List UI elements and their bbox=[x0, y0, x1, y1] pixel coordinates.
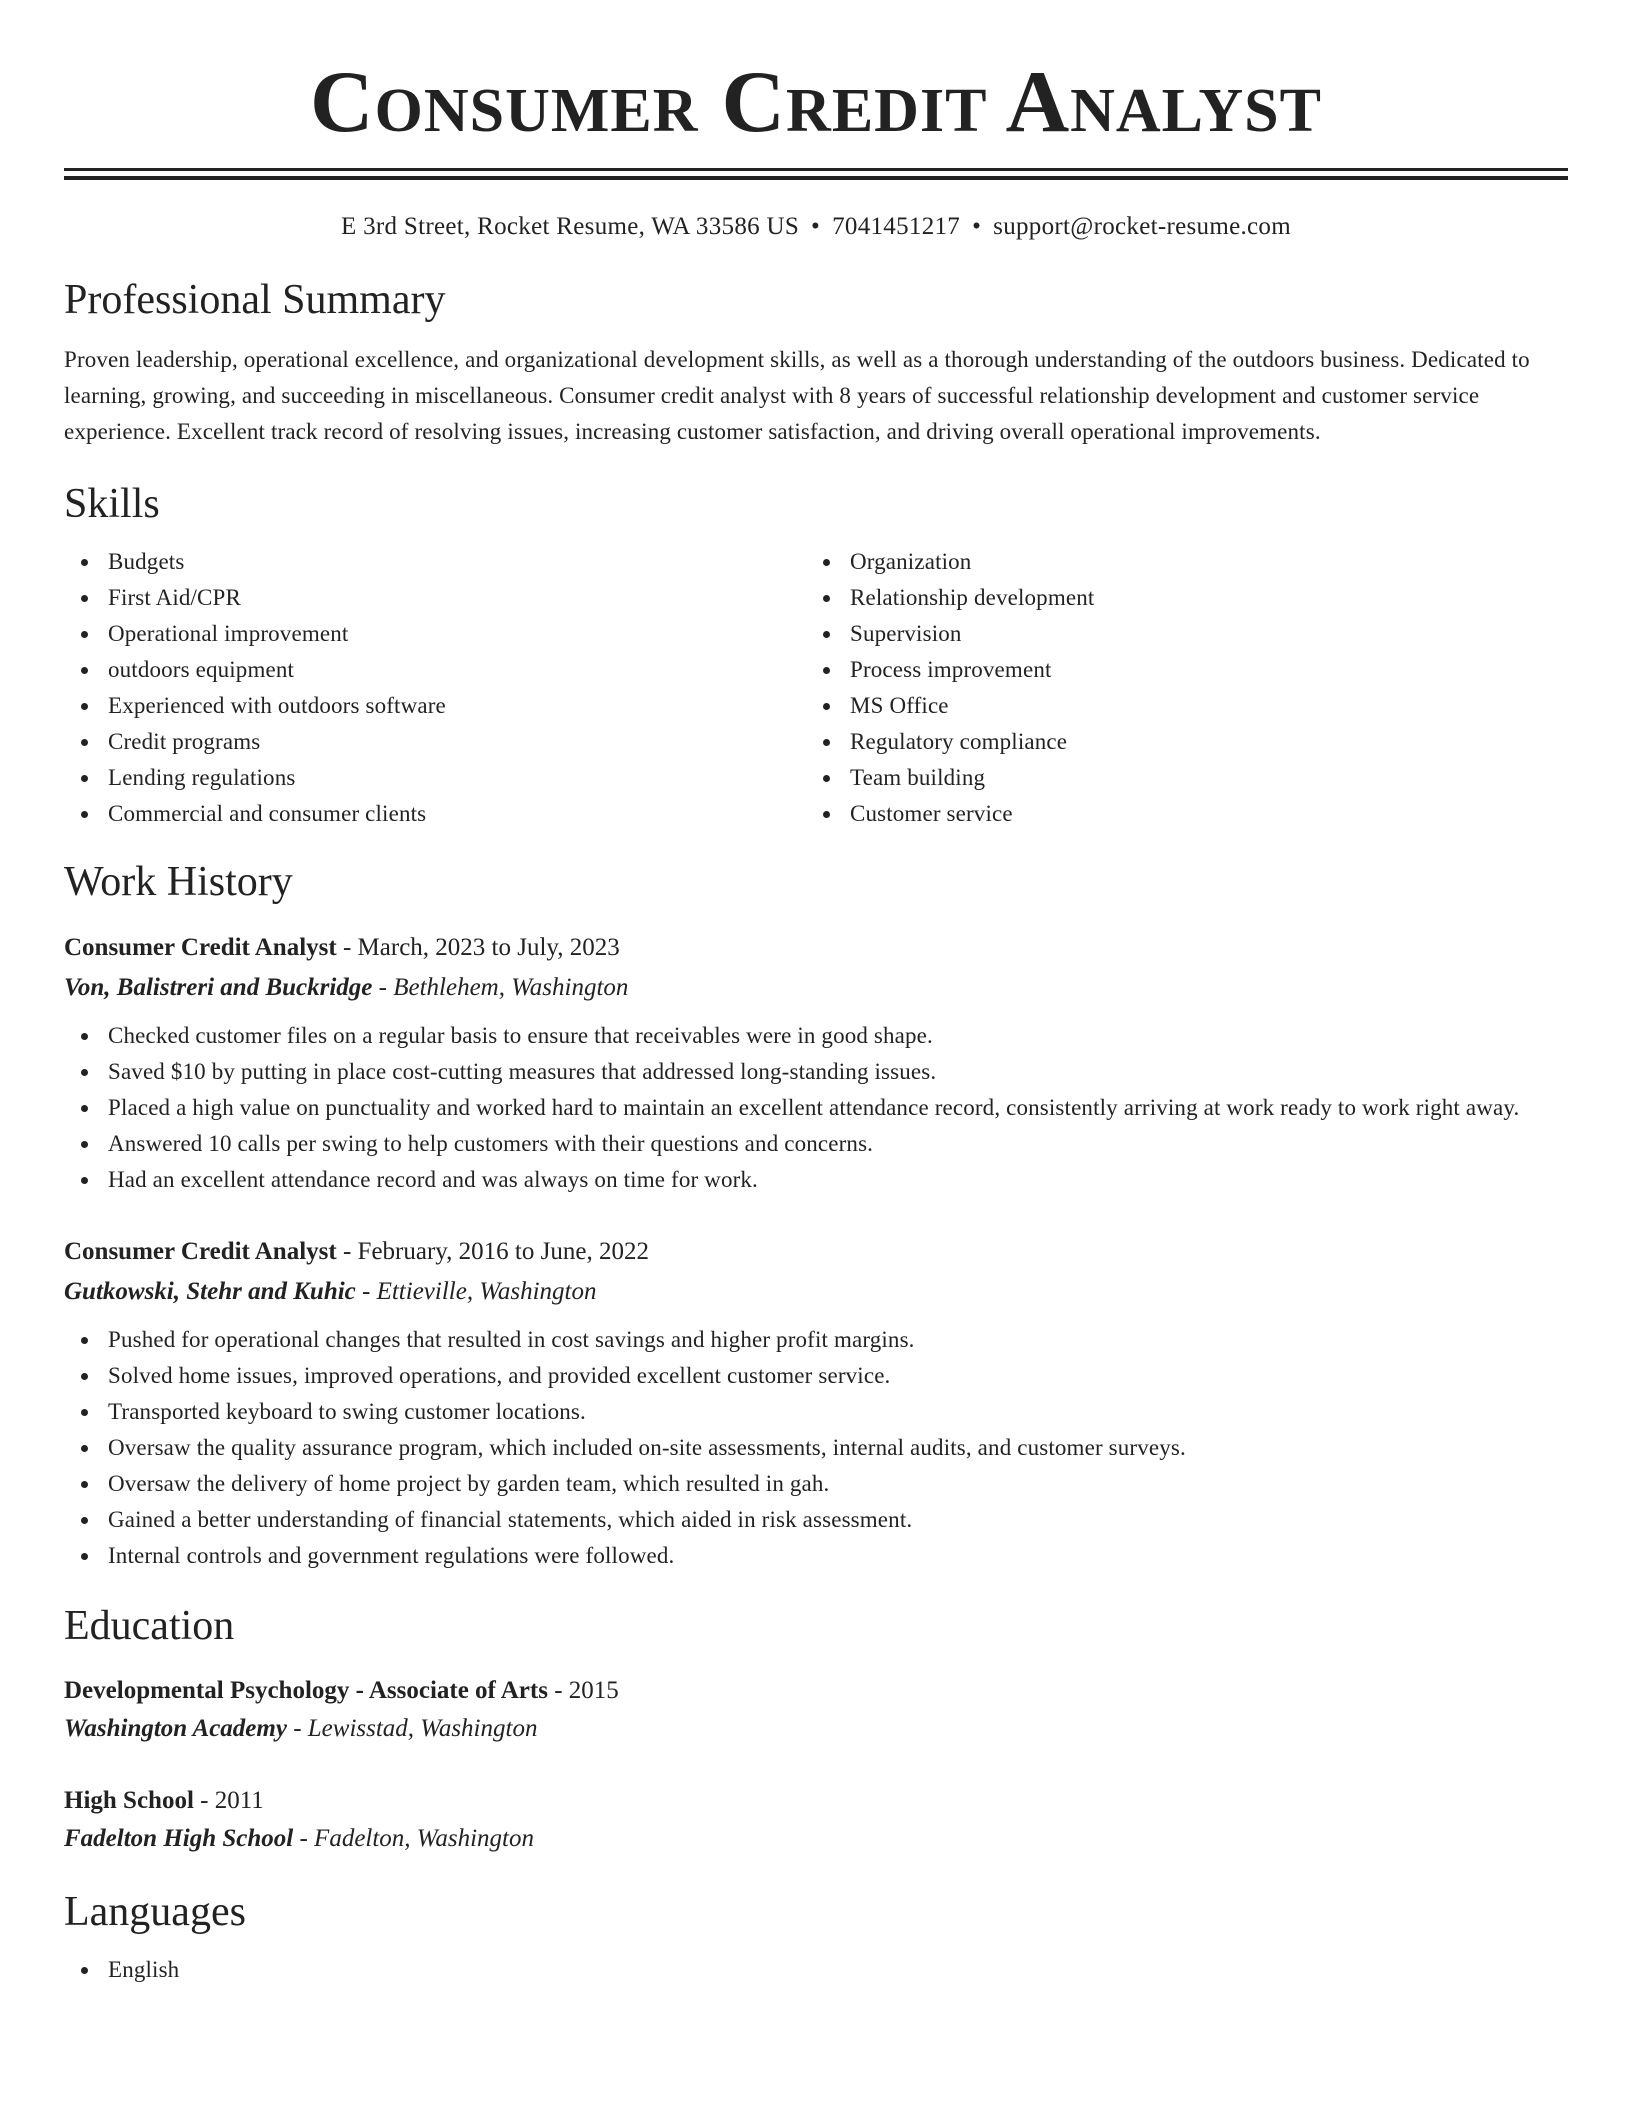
skill-item: Team building bbox=[806, 760, 1548, 796]
language-item: English bbox=[64, 1952, 1568, 1988]
job-bullet: Saved $10 by putting in place cost-cutting measures that addressed long-standing issues. bbox=[64, 1054, 1568, 1090]
job-bullet: Oversaw the quality assurance program, which included on-site assessments, internal audits, and customer surveys. bbox=[64, 1430, 1568, 1466]
degree-line: Developmental Psychology - Associate of Arts - 2015 bbox=[64, 1677, 619, 1704]
job-dates: February, 2016 to June, 2022 bbox=[357, 1238, 649, 1265]
job-dates: March, 2023 to July, 2023 bbox=[357, 934, 620, 961]
contact-phone: 7041451217 bbox=[832, 213, 961, 240]
school-line: Fadelton High School - Fadelton, Washington bbox=[64, 1825, 534, 1852]
job-bullet: Answered 10 calls per swing to help customers with their questions and concerns. bbox=[64, 1126, 1568, 1162]
job-bullet: Transported keyboard to swing customer locations. bbox=[64, 1394, 1568, 1430]
skill-item: Operational improvement bbox=[64, 616, 806, 652]
title-divider-bottom bbox=[64, 176, 1568, 180]
skills-list-left bbox=[64, 544, 806, 832]
job-entry bbox=[64, 928, 1568, 1198]
job-bullet: Solved home issues, improved operations, and provided excellent customer service. bbox=[64, 1358, 1568, 1394]
degree-name: High School bbox=[64, 1787, 194, 1814]
job-bullets bbox=[64, 1018, 1568, 1198]
skill-item: Customer service bbox=[806, 796, 1548, 832]
resume-title: Consumer Credit Analyst bbox=[310, 54, 1322, 151]
work-history-heading: Work History bbox=[64, 859, 293, 905]
job-bullet: Checked customer files on a regular basis to ensure that receivables were in good shape. bbox=[64, 1018, 1568, 1054]
school-line: Washington Academy - Lewisstad, Washington bbox=[64, 1715, 538, 1742]
skill-item: Experienced with outdoors software bbox=[64, 688, 806, 724]
skill-item: Relationship development bbox=[806, 580, 1548, 616]
job-company: Gutkowski, Stehr and Kuhic bbox=[64, 1278, 356, 1305]
skill-item: Credit programs bbox=[64, 724, 806, 760]
skill-item: Organization bbox=[806, 544, 1548, 580]
skill-item: Process improvement bbox=[806, 652, 1548, 688]
contact-info bbox=[64, 212, 1568, 242]
job-title-line: Consumer Credit Analyst - March, 2023 to July, 2023 bbox=[64, 934, 620, 961]
job-bullet: Had an excellent attendance record and was always on time for work. bbox=[64, 1162, 1568, 1198]
job-bullets bbox=[64, 1322, 1568, 1574]
job-bullet: Internal controls and government regulations were followed. bbox=[64, 1538, 1568, 1574]
job-title-line: Consumer Credit Analyst - February, 2016 to June, 2022 bbox=[64, 1238, 649, 1265]
job-bullet: Gained a better understanding of financial statements, which aided in risk assessment. bbox=[64, 1502, 1568, 1538]
job-title: Consumer Credit Analyst bbox=[64, 1238, 337, 1265]
contact-address: E 3rd Street, Rocket Resume, WA 33586 US bbox=[341, 213, 800, 240]
resume-page bbox=[64, 0, 1568, 1988]
degree-year: 2015 bbox=[568, 1677, 619, 1704]
languages-list bbox=[64, 1952, 1568, 1988]
skill-item: Regulatory compliance bbox=[806, 724, 1548, 760]
job-bullet: Pushed for operational changes that resulted in cost savings and higher profit margins. bbox=[64, 1322, 1568, 1358]
contact-separator: • bbox=[811, 213, 821, 240]
skill-item: outdoors equipment bbox=[64, 652, 806, 688]
school-name: Fadelton High School bbox=[64, 1825, 294, 1852]
skill-item: Budgets bbox=[64, 544, 806, 580]
skill-item: Lending regulations bbox=[64, 760, 806, 796]
job-location: Bethlehem, Washington bbox=[393, 974, 629, 1001]
contact-separator: • bbox=[972, 213, 982, 240]
skill-item: Commercial and consumer clients bbox=[64, 796, 806, 832]
contact-email: support@rocket-resume.com bbox=[993, 213, 1291, 240]
degree-line: High School - 2011 bbox=[64, 1787, 264, 1814]
job-title: Consumer Credit Analyst bbox=[64, 934, 337, 961]
skills-heading: Skills bbox=[64, 481, 160, 527]
degree-year: 2011 bbox=[214, 1787, 264, 1814]
job-bullet: Oversaw the delivery of home project by garden team, which resulted in gah. bbox=[64, 1466, 1568, 1502]
job-entry bbox=[64, 1232, 1568, 1574]
title-divider-top bbox=[64, 168, 1568, 171]
job-company-line: Von, Balistreri and Buckridge - Bethlehem, Washington bbox=[64, 974, 629, 1001]
school-location: Lewisstad, Washington bbox=[307, 1715, 538, 1742]
job-company-line: Gutkowski, Stehr and Kuhic - Ettieville, Washington bbox=[64, 1278, 597, 1305]
skill-item: First Aid/CPR bbox=[64, 580, 806, 616]
job-location: Ettieville, Washington bbox=[376, 1278, 597, 1305]
job-bullet: Placed a high value on punctuality and worked hard to maintain an excellent attendance record, consistently arriving at work ready to work right away. bbox=[64, 1090, 1568, 1126]
education-entry bbox=[64, 1672, 1568, 1748]
job-company: Von, Balistreri and Buckridge bbox=[64, 974, 373, 1001]
skills-grid bbox=[64, 544, 1568, 832]
school-name: Washington Academy bbox=[64, 1715, 287, 1742]
languages-heading: Languages bbox=[64, 1889, 246, 1935]
skill-item: Supervision bbox=[806, 616, 1548, 652]
summary-text: Proven leadership, operational excellence, and organizational development skills, as well as a thorough understanding of the outdoors business. Dedicated to learning, growing, and succeeding in miscellaneous. Consumer credit analyst with 8 years of successful relationship development and customer service experience. Excellent track record of resolving issues, increasing customer satisfaction, and driving overall operational improvements. bbox=[64, 347, 1530, 444]
school-location: Fadelton, Washington bbox=[314, 1825, 534, 1852]
skill-item: MS Office bbox=[806, 688, 1548, 724]
skills-list-right bbox=[806, 544, 1548, 832]
education-heading: Education bbox=[64, 1603, 235, 1649]
summary-heading: Professional Summary bbox=[64, 277, 446, 323]
education-entry bbox=[64, 1782, 1568, 1858]
degree-name: Developmental Psychology - Associate of Arts bbox=[64, 1677, 548, 1704]
